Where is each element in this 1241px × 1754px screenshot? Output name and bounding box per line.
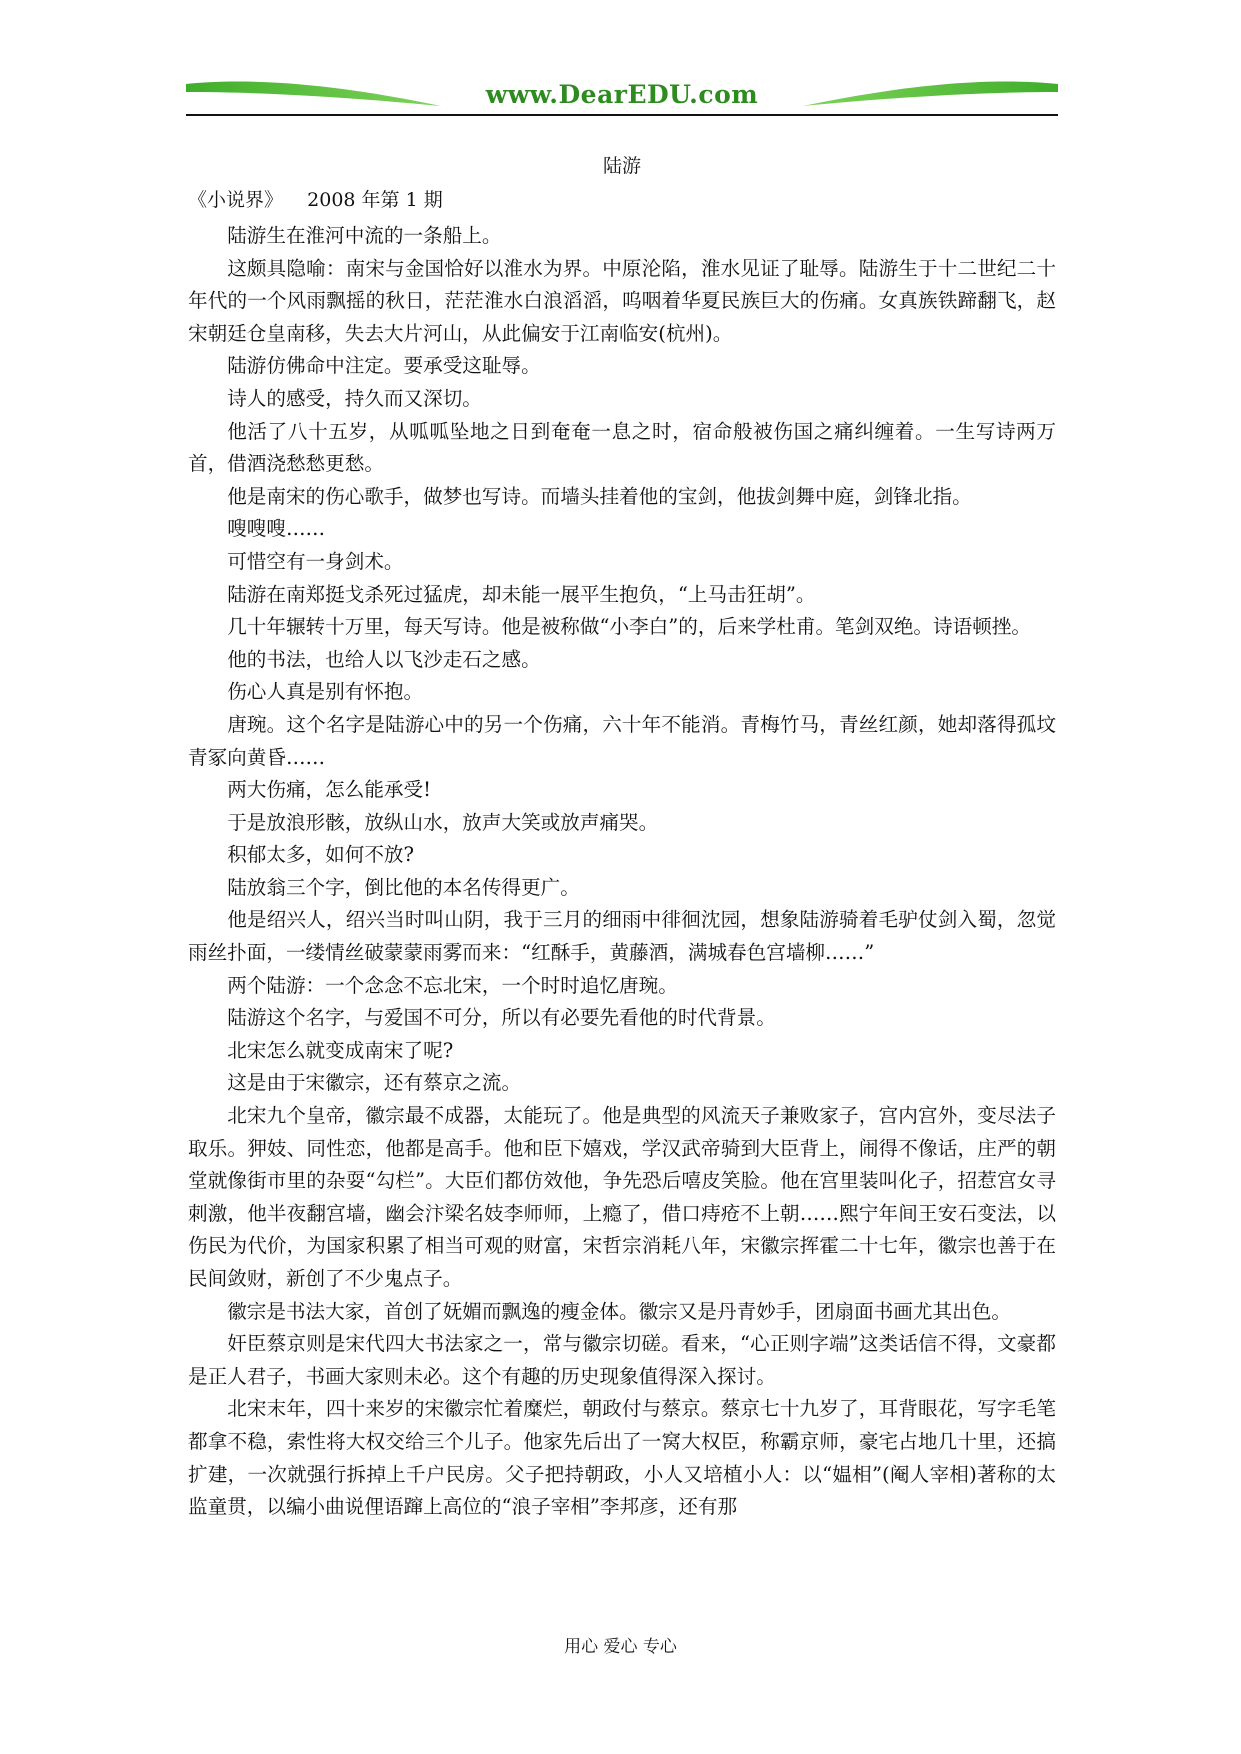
paragraph: 积郁太多，如何不放? — [227, 843, 415, 867]
paragraph: 伤心人真是别有怀抱。 — [227, 680, 424, 704]
site-header — [186, 70, 1058, 120]
article-source: 《小说界》 2008 年第 1 期 — [188, 189, 443, 211]
paragraph: 北宋怎么就变成南宋了呢? — [227, 1038, 454, 1062]
paragraph: 奸臣蔡京则是宋代四大书法家之一，常与徽宗切磋。看来，“心正则字端”这类话信不得，文豪都是正人君子，书画大家则未必。这个有趣的历史现象值得深入探讨。 — [188, 1332, 1056, 1388]
paragraph: 北宋九个皇帝，徽宗最不成器，太能玩了。他是典型的风流天子兼败家子，宫内宫外，变尽法子取乐。狎妓、同性恋，他都是高手。他和臣下嬉戏，学汉武帝骑到大臣背上，闹得不像话，庄严的朝堂就像街市里的杂耍“勾栏”。大臣们都仿效他，争先恐后嘻皮笑脸。他在宫里装叫化子，招惹宫女寻刺激，他半夜翻宫墙，幽会汴梁名妓李师师，上瘾了，借口痔疮不上朝……熙宁年间王安石变法，以伤民为代价，为国家积累了相当可观的财富，宋哲宗消耗八年，宋徽宗挥霍二十七年，徽宗也善于在民间敛财，新创了不少鬼点子。 — [188, 1104, 1056, 1290]
paragraph: 唐琬。这个名字是陆游心中的另一个伤痛，六十年不能消。青梅竹马，青丝红颜，她却落得孤坟青冢向黄昏…… — [188, 712, 1056, 769]
paragraph: 嗖嗖嗖…… — [227, 517, 326, 541]
paragraph: 两个陆游：一个念念不忘北宋，一个时时追忆唐琬。 — [227, 973, 678, 997]
page-footer: 用心 爱心 专心 — [564, 1637, 677, 1657]
site-logo-text: www.DearEDU.com — [485, 80, 759, 109]
paragraph: 他是南宋的伤心歌手，做梦也写诗。而墙头挂着他的宝剑，他拔剑舞中庭，剑锋北指。 — [227, 484, 972, 508]
paragraph: 北宋末年，四十来岁的宋徽宗忙着糜烂，朝政付与蔡京。蔡京七十九岁了，耳背眼花，写字毛笔都拿不稳，索性将大权交给三个儿子。他家先后出了一窝大权臣，称霸京师，豪宅占地几十里，还搞扩建，一次就强行拆掉上千户民房。父子把持朝政，小人又培植小人：以“媪相”(阉人宰相)著称的太监童贯，以编小曲说俚语蹿上高位的“浪子宰相”李邦彦，还有那 — [188, 1397, 1056, 1519]
paragraph: 诗人的感受，持久而又深切。 — [227, 386, 482, 410]
article-title: 陆游 — [602, 155, 641, 177]
paragraph: 他的书法，也给人以飞沙走石之感。 — [227, 647, 541, 671]
paragraph: 陆游仿佛命中注定。要承受这耻辱。 — [227, 354, 541, 378]
paragraph: 两大伤痛，怎么能承受! — [227, 778, 431, 802]
paragraph: 于是放浪形骸，放纵山水，放声大笑或放声痛哭。 — [227, 810, 659, 834]
paragraph: 几十年辗转十万里，每天写诗。他是被称做“小李白”的，后来学杜甫。笔剑双绝。诗语顿挫。 — [227, 615, 1031, 639]
paragraph: 这是由于宋徽宗，还有蔡京之流。 — [227, 1071, 522, 1095]
paragraph: 陆游这个名字，与爱国不可分，所以有必要先看他的时代背景。 — [227, 1006, 776, 1030]
paragraph: 可惜空有一身剑术。 — [227, 549, 404, 573]
article-body — [188, 220, 1056, 1524]
paragraph: 徽宗是书法大家，首创了妩媚而飘逸的瘦金体。徽宗又是丹青妙手，团扇面书画尤其出色。 — [227, 1299, 1011, 1323]
header-rule — [186, 114, 1058, 116]
paragraph: 陆游在南郑挺戈杀死过猛虎，却未能一展平生抱负，“上马击狂胡”。 — [227, 582, 816, 606]
paragraph: 陆放翁三个字，倒比他的本名传得更广。 — [227, 875, 580, 899]
paragraph: 陆游生在淮河中流的一条船上。 — [227, 224, 502, 247]
paragraph: 他是绍兴人，绍兴当时叫山阴，我于三月的细雨中徘徊沈园，想象陆游骑着毛驴仗剑入蜀，忽觉雨丝扑面，一缕情丝破蒙蒙雨雾而来：“红酥手，黄藤酒，满城春色宫墙柳……” — [188, 908, 1056, 965]
paragraph: 他活了八十五岁，从呱呱坠地之日到奄奄一息之时，宿命般被伤国之痛纠缠着。一生写诗两万首，借酒浇愁愁更愁。 — [188, 419, 1056, 476]
paragraph: 这颇具隐喻：南宋与金国恰好以淮水为界。中原沦陷，淮水见证了耻辱。陆游生于十二世纪二十年代的一个风雨飘摇的秋日，茫茫淮水白浪滔滔，呜咽着华夏民族巨大的伤痛。女真族铁蹄翻飞，赵宋朝廷仓皇南移，失去大片河山，从此偏安于江南临安(杭州)。 — [188, 256, 1056, 345]
